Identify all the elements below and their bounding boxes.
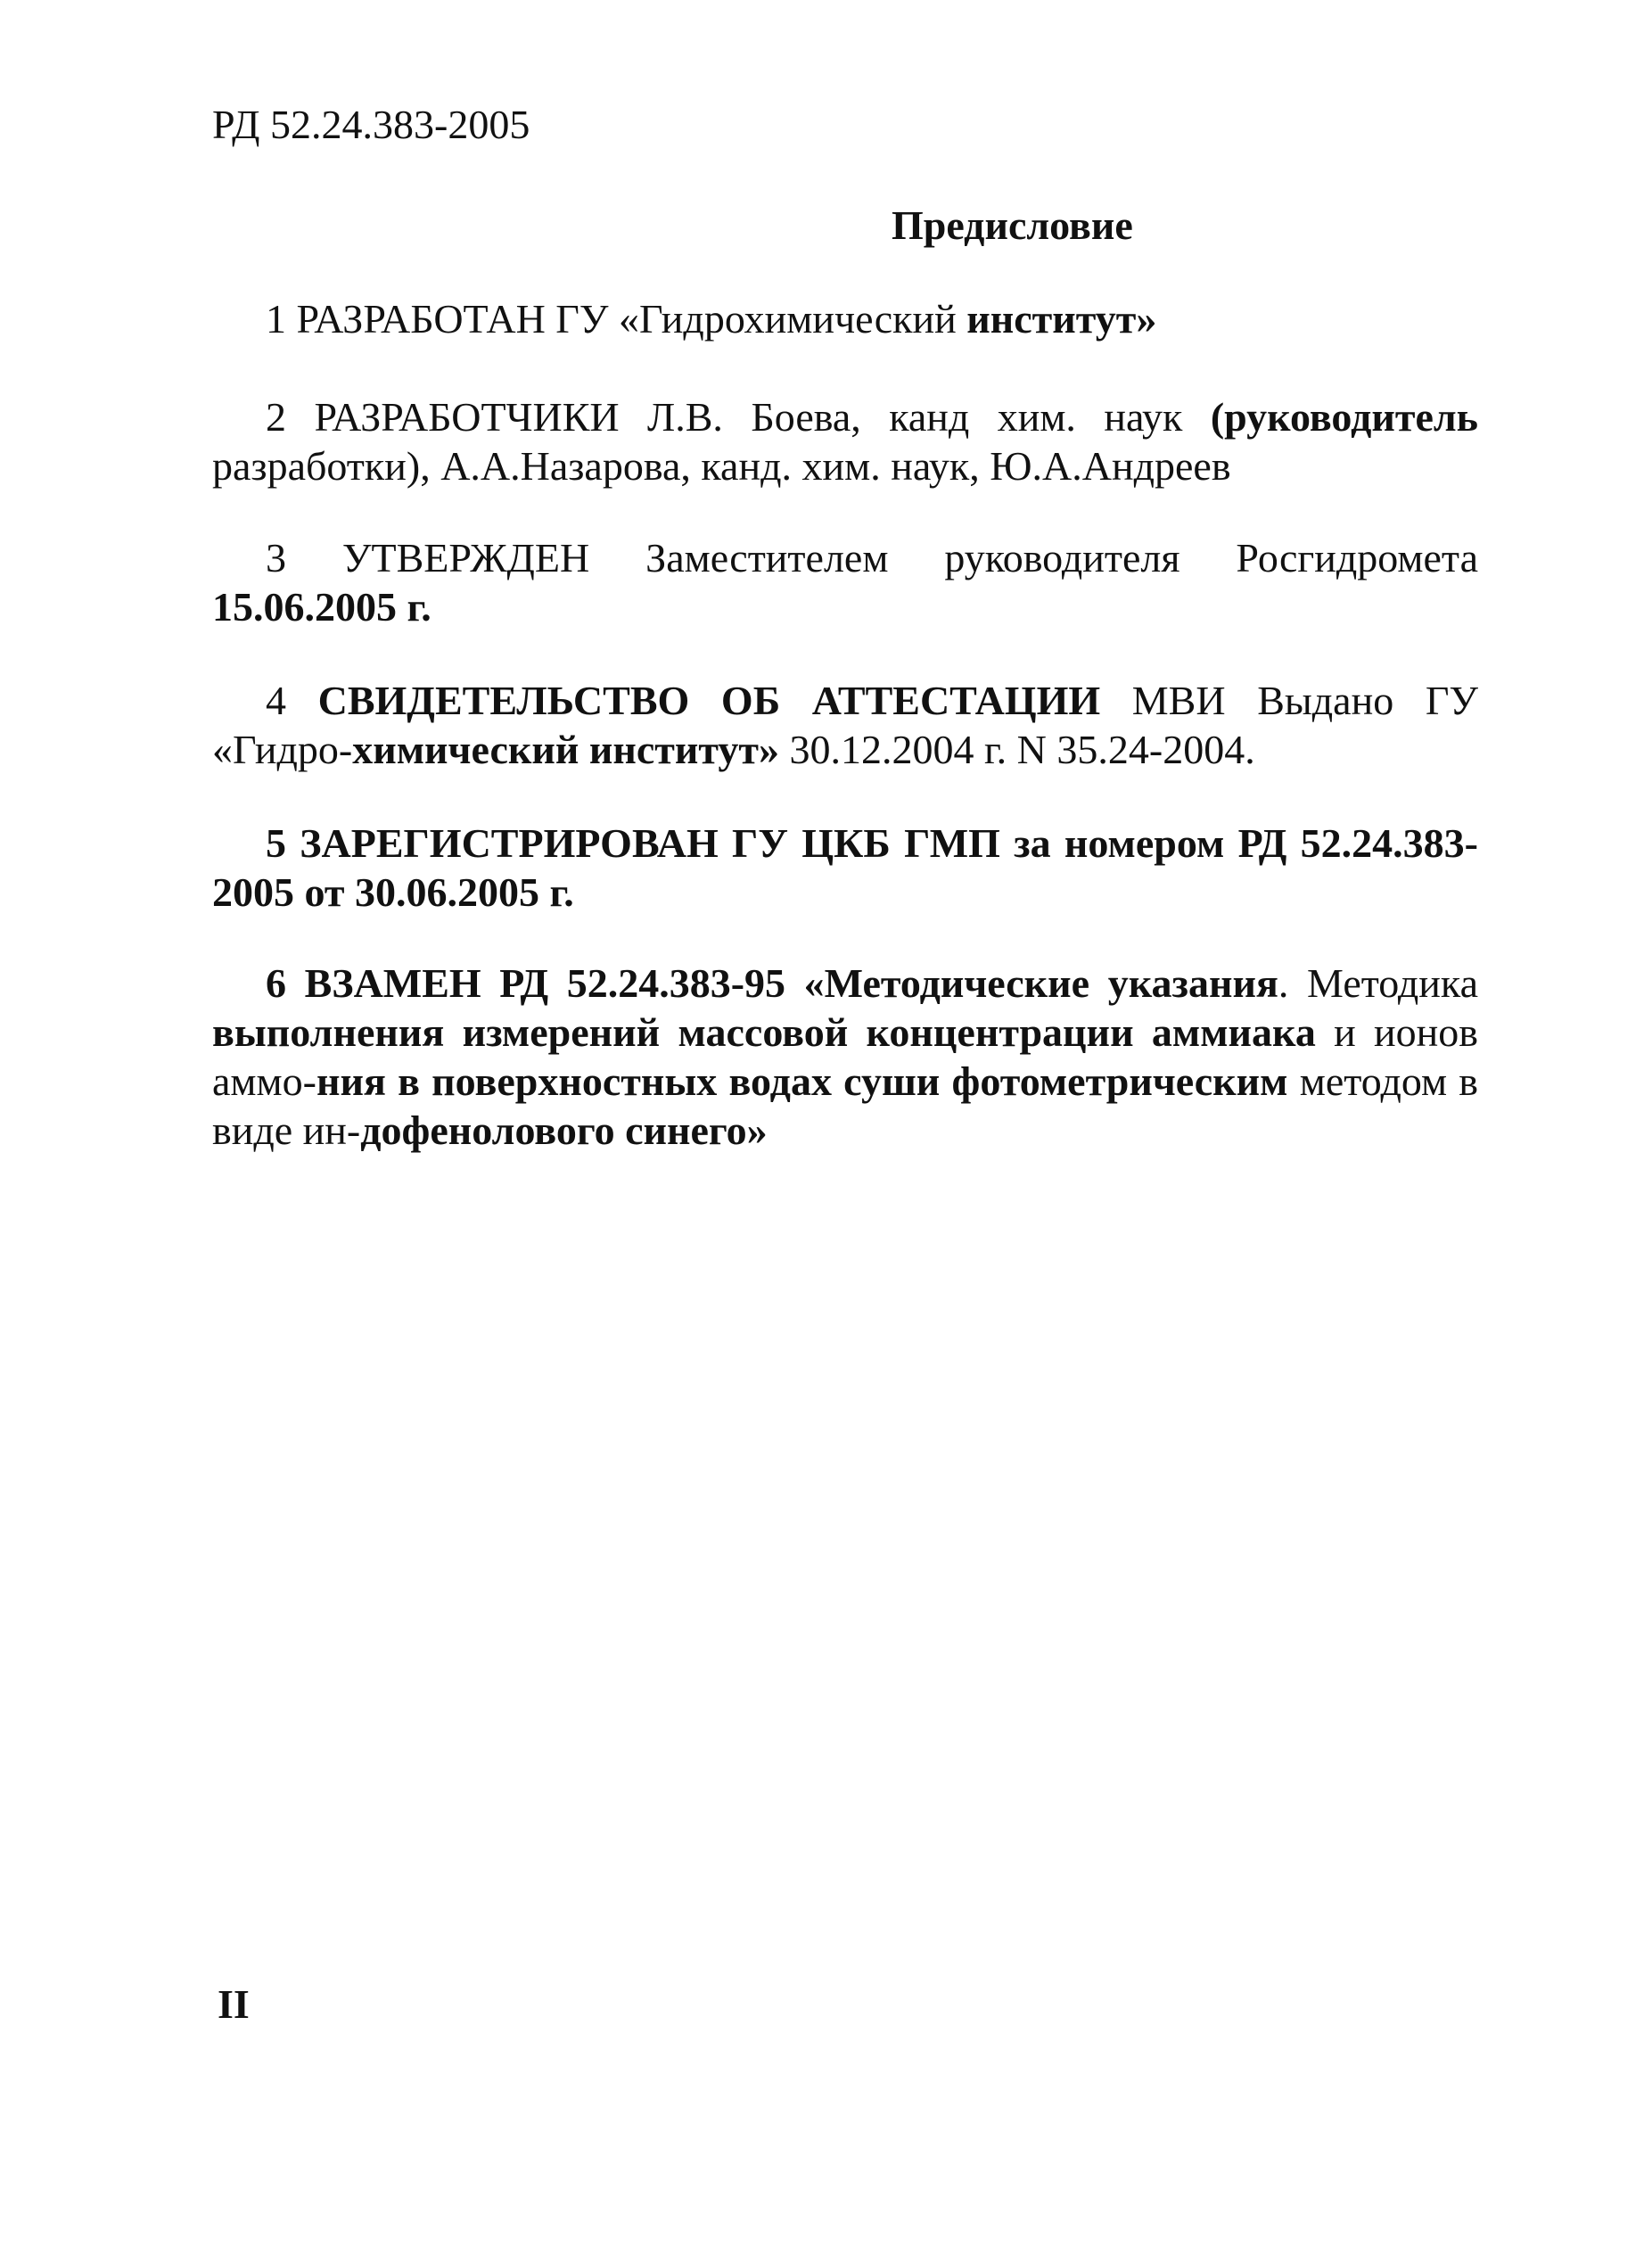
item-text-bold: химический институт»	[352, 727, 779, 772]
item-text: 30.12.2004 г. N 35.24-2004.	[779, 727, 1255, 772]
foreword-item-5	[212, 819, 1478, 917]
item-number: 2	[266, 394, 286, 440]
item-text-bold: (руководитель	[1210, 394, 1479, 440]
item-text-bold: от 30.06.2005 г.	[304, 869, 574, 915]
item-number: 6	[266, 960, 286, 1006]
item-text-bold: г.	[397, 584, 431, 630]
item-text: МВИ Выдано ГУ «Гидро-	[212, 678, 1478, 772]
foreword-item-1	[212, 294, 1478, 343]
item-number: 1	[266, 296, 286, 342]
item-text: . Методика	[1278, 960, 1478, 1006]
item-number: 3	[266, 535, 286, 580]
section-heading: Предисловие	[892, 202, 1133, 248]
foreword-item-6	[212, 959, 1478, 1155]
item-text: и ионов аммо-	[212, 1009, 1478, 1104]
item-text-bold: ЗАРЕГИСТРИРОВАН ГУ ЦКБ ГМП за номером	[300, 820, 1225, 866]
item-text-bold: ВЗАМЕН РД 52.24.383-95 «Методические указания	[304, 960, 1278, 1006]
item-text-bold: СВИДЕТЕЛЬСТВО ОБ АТТЕСТАЦИИ	[317, 678, 1101, 723]
item-text-bold: выполнения измерений массовой концентрации аммиака	[212, 1009, 1316, 1055]
foreword-item-3	[212, 533, 1478, 631]
foreword-item-2	[212, 392, 1478, 490]
page-number: II	[218, 1981, 250, 2027]
item-number: 5	[266, 820, 286, 866]
item-number: 4	[266, 678, 286, 723]
item-text: разработки), А.А.Назарова, канд. хим. наук, Ю.А.Андреев	[212, 443, 1231, 489]
item-text-bold: дофенолового синего»	[360, 1107, 768, 1153]
document-code: РД 52.24.383-2005	[212, 102, 530, 147]
item-text-bold: ния в поверхностных водах суши фотометрическим	[316, 1058, 1288, 1104]
item-text-bold: РД 52.24.383-2005	[212, 820, 1478, 915]
item-text: УТВЕРЖДЕН Заместителем руководителя Росгидромета	[341, 535, 1479, 580]
item-text: РАЗРАБОТАН ГУ «Гидрохимический	[296, 296, 967, 342]
item-text: методом в виде ин-	[212, 1058, 1479, 1153]
item-text-bold: 15.06.2005	[212, 584, 397, 630]
foreword-item-4	[212, 676, 1478, 774]
item-text: РАЗРАБОТЧИКИ Л.В. Боева, канд хим. наук	[314, 394, 1211, 440]
item-text-bold: институт»	[966, 296, 1157, 342]
